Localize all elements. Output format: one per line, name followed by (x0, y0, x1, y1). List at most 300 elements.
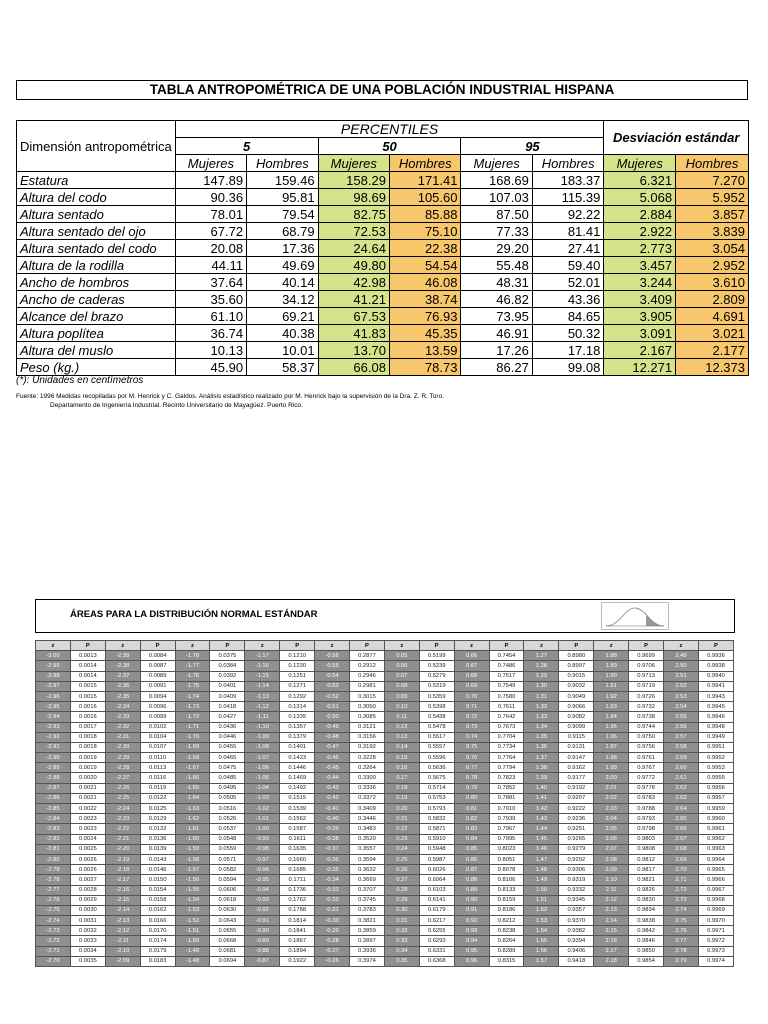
percentile-95: 95 (461, 138, 604, 155)
dimension-header: Dimensión antropométrica (17, 121, 176, 172)
p-value: 0.7910 (489, 804, 524, 814)
z-value: -1.01 (245, 814, 280, 824)
z-value: 0.87 (454, 865, 489, 875)
table-cell: 54.54 (389, 257, 461, 274)
z-value: -2.32 (105, 722, 140, 732)
z-value: 0.81 (454, 804, 489, 814)
p-value: 0.0694 (210, 956, 245, 966)
table-cell: 168.69 (461, 172, 532, 189)
p-value: 0.8133 (489, 885, 524, 895)
z-value: 0.08 (384, 681, 419, 691)
p-value: 0.0170 (140, 926, 175, 936)
p-value: 0.5596 (419, 753, 454, 763)
table-cell: 171.41 (389, 172, 461, 189)
z-value: 0.93 (454, 926, 489, 936)
p-value: 0.0465 (210, 753, 245, 763)
p-value: 0.0020 (70, 773, 105, 783)
table-cell: 44.11 (175, 257, 246, 274)
table-cell: 2.809 (676, 291, 749, 308)
z-value: -2.87 (36, 783, 71, 793)
z-value: 2.72 (664, 885, 699, 895)
z-value: 0.86 (454, 854, 489, 864)
p-value: 0.9949 (698, 732, 733, 742)
table-cell: 75.10 (389, 223, 461, 240)
p-value: 0.9699 (629, 651, 664, 661)
z-value: -1.09 (245, 732, 280, 742)
column-header: P (280, 641, 315, 651)
normal-table-row (36, 865, 734, 875)
p-value: 0.0446 (210, 732, 245, 742)
p-value: 0.9265 (559, 834, 594, 844)
p-value: 0.0183 (140, 956, 175, 966)
p-value: 0.9732 (629, 702, 664, 712)
normal-table-row (36, 722, 734, 732)
z-value: 2.18 (594, 956, 629, 966)
p-value: 0.3372 (350, 793, 385, 803)
z-value: -1.64 (175, 793, 210, 803)
p-value: 0.0594 (210, 875, 245, 885)
p-value: 0.2981 (350, 681, 385, 691)
p-value: 0.1562 (280, 814, 315, 824)
z-value: -1.49 (175, 946, 210, 956)
z-value: -1.69 (175, 742, 210, 752)
p-value: 0.9967 (698, 885, 733, 895)
z-value: -0.35 (315, 865, 350, 875)
normal-table-header-box (35, 599, 735, 633)
z-value: -1.00 (245, 824, 280, 834)
p-value: 0.0655 (210, 926, 245, 936)
z-value: 2.00 (594, 773, 629, 783)
std-dev-header: Desviación estándar (604, 121, 749, 155)
normal-table-title: ÁREAS PARA LA DISTRIBUCIÓN NORMAL ESTÁNDAR (70, 609, 318, 620)
table-cell: 52.01 (532, 274, 604, 291)
z-value: 0.82 (454, 814, 489, 824)
p-value: 0.0505 (210, 793, 245, 803)
z-value: 1.38 (524, 763, 559, 773)
p-value: 0.3156 (350, 732, 385, 742)
z-value: 2.52 (664, 681, 699, 691)
table-cell: 35.60 (175, 291, 246, 308)
p-value: 0.9357 (559, 905, 594, 915)
table-cell: 7.270 (676, 172, 749, 189)
z-value: -1.75 (175, 681, 210, 691)
z-value: 0.20 (384, 804, 419, 814)
table-cell: 2.884 (604, 206, 676, 223)
table-cell: 3.244 (604, 274, 676, 291)
p-value: 0.7673 (489, 722, 524, 732)
z-value: -2.82 (36, 834, 71, 844)
table-cell: 95.81 (247, 189, 319, 206)
p-value: 0.0630 (210, 905, 245, 915)
table-cell: 10.01 (247, 342, 319, 359)
p-value: 0.0110 (140, 753, 175, 763)
table-cell: 67.72 (175, 223, 246, 240)
p-value: 0.0096 (140, 702, 175, 712)
z-value: -1.65 (175, 783, 210, 793)
z-value: -2.36 (105, 681, 140, 691)
p-value: 0.9756 (629, 742, 664, 752)
z-value: -1.11 (245, 712, 280, 722)
p-value: 0.9936 (698, 651, 733, 661)
p-value: 0.1314 (280, 702, 315, 712)
z-value: 1.56 (524, 946, 559, 956)
table-cell: 24.64 (318, 240, 389, 257)
p-value: 0.0019 (70, 763, 105, 773)
z-value: 1.31 (524, 691, 559, 701)
source-note (16, 392, 444, 410)
p-value: 0.5319 (419, 681, 454, 691)
p-value: 0.9943 (698, 691, 733, 701)
p-value: 0.0150 (140, 875, 175, 885)
p-value: 0.9959 (698, 804, 733, 814)
table-cell: 22.38 (389, 240, 461, 257)
p-value: 0.0023 (70, 814, 105, 824)
z-value: -1.62 (175, 814, 210, 824)
p-value: 0.9726 (629, 691, 664, 701)
normal-table-row (36, 854, 734, 864)
p-value: 0.9808 (629, 844, 664, 854)
p-value: 0.9842 (629, 926, 664, 936)
z-value: -1.15 (245, 671, 280, 681)
table-cell: 48.31 (461, 274, 532, 291)
column-header: z (594, 641, 629, 651)
p-value: 0.9940 (698, 671, 733, 681)
z-value: -0.90 (245, 926, 280, 936)
p-value: 0.0618 (210, 895, 245, 905)
p-value: 0.3264 (350, 763, 385, 773)
p-value: 0.7881 (489, 793, 524, 803)
z-value: -1.06 (245, 763, 280, 773)
p-value: 0.6141 (419, 895, 454, 905)
p-value: 0.1271 (280, 681, 315, 691)
z-value: -1.74 (175, 691, 210, 701)
p-value: 0.9968 (698, 895, 733, 905)
z-value: 0.67 (454, 661, 489, 671)
z-value: -2.38 (105, 661, 140, 671)
table-cell: 29.20 (461, 240, 532, 257)
p-value: 0.8289 (489, 946, 524, 956)
p-value: 0.9066 (559, 702, 594, 712)
p-value: 0.9966 (698, 875, 733, 885)
p-value: 0.0025 (70, 844, 105, 854)
p-value: 0.9082 (559, 712, 594, 722)
p-value: 0.9962 (698, 834, 733, 844)
z-value: 2.08 (594, 854, 629, 864)
normal-table-row (36, 824, 734, 834)
p-value: 0.0018 (70, 732, 105, 742)
p-value: 0.9406 (559, 946, 594, 956)
p-value: 0.9744 (629, 722, 664, 732)
p-value: 0.0392 (210, 671, 245, 681)
p-value: 0.3446 (350, 814, 385, 824)
p-value: 0.0027 (70, 875, 105, 885)
p-value: 0.0035 (70, 956, 105, 966)
p-value: 0.9772 (629, 773, 664, 783)
z-value: 2.74 (664, 905, 699, 915)
table-cell: 147.89 (175, 172, 246, 189)
table-cell: 3.021 (676, 325, 749, 342)
table-cell: 13.70 (318, 342, 389, 359)
table-cell: 90.36 (175, 189, 246, 206)
p-value: 0.9969 (698, 905, 733, 915)
p-value: 0.5636 (419, 763, 454, 773)
p-value: 0.3632 (350, 865, 385, 875)
p-value: 0.9115 (559, 732, 594, 742)
p-value: 0.0143 (140, 854, 175, 864)
p-value: 0.5398 (419, 702, 454, 712)
p-value: 0.0132 (140, 824, 175, 834)
p-value: 0.9131 (559, 742, 594, 752)
p-value: 0.9750 (629, 732, 664, 742)
source-line-2: Departamento de Ingeniería Industrial. Recinto Universitario de Mayagüez. Puerto Rico. (50, 402, 303, 409)
table-row (17, 206, 749, 223)
table-cell: 17.18 (532, 342, 604, 359)
z-value: -0.51 (315, 702, 350, 712)
z-value: -1.05 (245, 773, 280, 783)
z-value: 0.84 (454, 834, 489, 844)
table-cell: 69.21 (247, 308, 319, 325)
z-value: -2.35 (105, 691, 140, 701)
p-value: 0.9941 (698, 681, 733, 691)
z-value: 0.07 (384, 671, 419, 681)
p-value: 0.0023 (70, 824, 105, 834)
p-value: 0.0102 (140, 722, 175, 732)
z-value: 1.35 (524, 732, 559, 742)
z-value: -0.29 (315, 926, 350, 936)
z-value: 0.28 (384, 885, 419, 895)
p-value: 0.8315 (489, 956, 524, 966)
z-value: -0.45 (315, 763, 350, 773)
z-value: 0.68 (454, 671, 489, 681)
table-cell: 2.952 (676, 257, 749, 274)
z-value: -2.23 (105, 814, 140, 824)
z-value: -2.12 (105, 926, 140, 936)
z-value: -0.48 (315, 732, 350, 742)
p-value: 0.5279 (419, 671, 454, 681)
z-value: -1.57 (175, 865, 210, 875)
z-value: 0.78 (454, 773, 489, 783)
p-value: 0.6331 (419, 946, 454, 956)
z-value: -1.13 (245, 691, 280, 701)
z-value: -2.74 (36, 916, 71, 926)
p-value: 0.8212 (489, 916, 524, 926)
z-value: 1.43 (524, 814, 559, 824)
z-value: -2.39 (105, 651, 140, 661)
z-value: -1.61 (175, 824, 210, 834)
z-value: 0.83 (454, 824, 489, 834)
p-value: 0.0643 (210, 916, 245, 926)
z-value: 1.27 (524, 651, 559, 661)
p-value: 0.0582 (210, 865, 245, 875)
p-value: 0.9292 (559, 854, 594, 864)
table-cell: 49.80 (318, 257, 389, 274)
table-row (17, 291, 749, 308)
z-value: -1.63 (175, 804, 210, 814)
p-value: 0.0427 (210, 712, 245, 722)
z-value: -1.48 (175, 956, 210, 966)
p-value: 0.7549 (489, 681, 524, 691)
p-value: 0.9788 (629, 804, 664, 814)
z-value: 1.30 (524, 681, 559, 691)
p-value: 0.9370 (559, 916, 594, 926)
column-header: z (315, 641, 350, 651)
z-value: 2.68 (664, 844, 699, 854)
z-value: -2.92 (36, 732, 71, 742)
p-value: 0.0174 (140, 936, 175, 946)
p-value: 0.9803 (629, 834, 664, 844)
col-mujeres-std: Mujeres (604, 155, 676, 172)
percentiles-header: PERCENTILES (175, 121, 604, 138)
p-value: 0.0099 (140, 712, 175, 722)
p-value: 0.9964 (698, 854, 733, 864)
z-value: -2.20 (105, 844, 140, 854)
p-value: 0.8980 (559, 651, 594, 661)
z-value: 1.50 (524, 885, 559, 895)
p-value: 0.7517 (489, 671, 524, 681)
p-value: 0.5793 (419, 804, 454, 814)
p-value: 0.1711 (280, 875, 315, 885)
table-cell: 12.271 (604, 359, 676, 376)
p-value: 0.9830 (629, 895, 664, 905)
z-value: 2.65 (664, 814, 699, 824)
p-value: 0.3859 (350, 926, 385, 936)
z-value: 2.57 (664, 732, 699, 742)
table-cell: 20.08 (175, 240, 246, 257)
table-cell: 92.22 (532, 206, 604, 223)
p-value: 0.6026 (419, 865, 454, 875)
p-value: 0.0026 (70, 865, 105, 875)
p-value: 0.0028 (70, 885, 105, 895)
p-value: 0.1685 (280, 865, 315, 875)
source-line-1: Fuente: 1996 Medidas recopiladas por M. Henrick y C. Galdos. Análisis estadístico realizado por M. Henrick bajo la supervisión de la Dra. Z. R. Toro. (16, 393, 444, 400)
z-value: 1.46 (524, 844, 559, 854)
z-value: 0.85 (454, 844, 489, 854)
z-value: -0.46 (315, 753, 350, 763)
z-value: 1.34 (524, 722, 559, 732)
p-value: 0.1635 (280, 844, 315, 854)
z-value: -0.49 (315, 722, 350, 732)
p-value: 0.0104 (140, 732, 175, 742)
z-value: 0.25 (384, 854, 419, 864)
table-cell: 46.91 (461, 325, 532, 342)
normal-table-row (36, 895, 734, 905)
p-value: 0.7734 (489, 742, 524, 752)
p-value: 0.1492 (280, 783, 315, 793)
p-value: 0.1894 (280, 946, 315, 956)
z-value: 0.31 (384, 916, 419, 926)
z-value: -2.96 (36, 691, 71, 701)
p-value: 0.0084 (140, 651, 175, 661)
z-value: -0.97 (245, 854, 280, 864)
p-value: 0.3669 (350, 875, 385, 885)
p-value: 0.0384 (210, 661, 245, 671)
p-value: 0.0018 (70, 742, 105, 752)
normal-table-row (36, 916, 734, 926)
p-value: 0.9973 (698, 946, 733, 956)
z-value: 1.93 (594, 702, 629, 712)
z-value: -1.58 (175, 854, 210, 864)
normal-table-row (36, 905, 734, 915)
dimension-label: Ancho de hombros (17, 274, 176, 291)
p-value: 0.9778 (629, 783, 664, 793)
p-value: 0.8186 (489, 905, 524, 915)
p-value: 0.6179 (419, 905, 454, 915)
table-cell: 76.93 (389, 308, 461, 325)
z-value: -0.32 (315, 895, 350, 905)
p-value: 0.9345 (559, 895, 594, 905)
p-value: 0.1814 (280, 916, 315, 926)
p-value: 0.1230 (280, 661, 315, 671)
p-value: 0.0015 (70, 691, 105, 701)
table-cell: 159.46 (247, 172, 319, 189)
p-value: 0.9793 (629, 814, 664, 824)
col-hombres-95: Hombres (532, 155, 604, 172)
column-header: z (664, 641, 699, 651)
normal-table-row (36, 926, 734, 936)
z-value: -1.02 (245, 804, 280, 814)
z-value: 1.48 (524, 865, 559, 875)
p-value: 0.9817 (629, 865, 664, 875)
z-value: 1.89 (594, 661, 629, 671)
column-header: P (698, 641, 733, 651)
dimension-label: Altura de la rodilla (17, 257, 176, 274)
z-value: 2.07 (594, 844, 629, 854)
z-value: 1.37 (524, 753, 559, 763)
p-value: 0.9222 (559, 804, 594, 814)
z-value: 0.23 (384, 834, 419, 844)
p-value: 0.0559 (210, 844, 245, 854)
z-value: 2.16 (594, 936, 629, 946)
p-value: 0.3483 (350, 824, 385, 834)
p-value: 0.0017 (70, 722, 105, 732)
p-value: 0.9177 (559, 773, 594, 783)
table-cell: 67.53 (318, 308, 389, 325)
table-row (17, 223, 749, 240)
p-value: 0.3557 (350, 844, 385, 854)
z-value: 1.42 (524, 804, 559, 814)
p-value: 0.0016 (70, 702, 105, 712)
z-value: 1.36 (524, 742, 559, 752)
column-header: z (175, 641, 210, 651)
z-value: -0.44 (315, 773, 350, 783)
p-value: 0.0418 (210, 702, 245, 712)
p-value: 0.0455 (210, 742, 245, 752)
p-value: 0.0537 (210, 824, 245, 834)
p-value: 0.5675 (419, 773, 454, 783)
z-value: -2.79 (36, 865, 71, 875)
p-value: 0.0136 (140, 834, 175, 844)
p-value: 0.0022 (70, 804, 105, 814)
z-value: 1.40 (524, 783, 559, 793)
p-value: 0.0162 (140, 905, 175, 915)
z-value: 0.72 (454, 712, 489, 722)
p-value: 0.3974 (350, 956, 385, 966)
column-header: P (350, 641, 385, 651)
p-value: 0.0606 (210, 885, 245, 895)
p-value: 0.9812 (629, 854, 664, 864)
p-value: 0.0139 (140, 844, 175, 854)
p-value: 0.8023 (489, 844, 524, 854)
table-cell: 58.37 (247, 359, 319, 376)
p-value: 0.7995 (489, 834, 524, 844)
table-cell: 66.08 (318, 359, 389, 376)
p-value: 0.0129 (140, 814, 175, 824)
z-value: 2.73 (664, 895, 699, 905)
units-note: (*): Unidades en centímetros (16, 375, 144, 386)
bell-curve-icon (601, 602, 669, 630)
z-value: -2.98 (36, 671, 71, 681)
p-value: 0.1469 (280, 773, 315, 783)
